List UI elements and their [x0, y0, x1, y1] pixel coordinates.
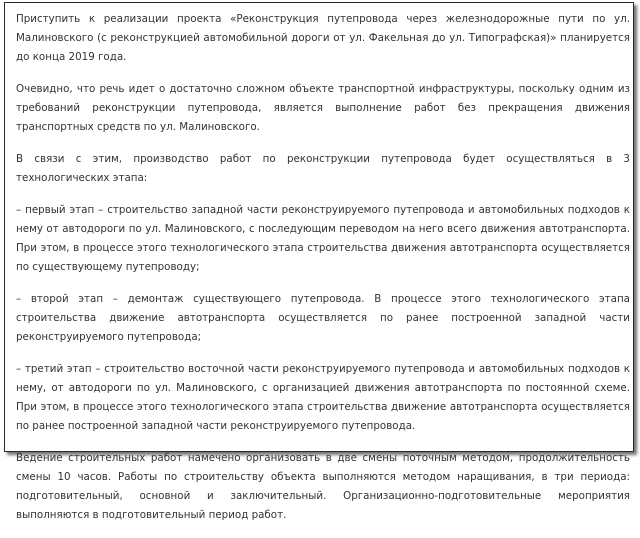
screenshot-frame — [4, 2, 634, 521]
paragraph-stage-two: – второй этап – демонтаж существующего путепровода. В процессе этого технологического этапа строительства движение автотранспорта осуществляется по ранее построенной западной части реконструируемого путепровода; — [16, 293, 630, 343]
paragraph-complexity: Очевидно, что речь идет о достаточно сложном объекте транспортной инфраструктуры, поскольку одним из требований реконструкции путепровода, является выполнение работ без прекращения движения транспортных средств по ул. Малиновского. — [16, 83, 630, 133]
article-body — [16, 10, 630, 538]
paragraph-project-start: Приступить к реализации проекта «Реконструкция путепровода через железнодорожные пути по ул. Малиновского (с реконструкцией автомобильной дороги от ул. Факельная до ул. Типографская)» планируется до конца 2019 года. — [16, 13, 630, 63]
paragraph-work-schedule: Ведение строительных работ намечено организовать в две смены поточным методом, продолжительность смены 10 часов. Работы по строительству объекта выполняются методом наращивания, в три периода: подготовительный, основной и заключительный. Организационно-подготовительные мероприятия выполняются в подготовительный период работ. — [16, 452, 630, 521]
paragraph-stage-three: – третий этап – строительство восточной части реконструируемого путепровода и автомобильных подходов к нему, от автодороги по ул. Малиновского, с организацией движения автотранспорта по постоянной схеме. При этом, в процессе этого технологического этапа строительства движение автотранспорта осуществляется по ранее построенной западной части реконструируемого путепровода. — [16, 363, 630, 432]
paragraph-stage-one: – первый этап – строительство западной части реконструируемого путепровода и автомобильных подходов к нему от автодороги по ул. Малиновского, с последующим переводом на него всего движения автотранспорта. При этом, в процессе этого технологического этапа строительства движения автотранспорта осуществляется по существующему путепроводу; — [16, 204, 630, 273]
paragraph-stages-intro: В связи с этим, производство работ по реконструкции путепровода будет осуществляться в 3 технологических этапа: — [16, 153, 630, 184]
